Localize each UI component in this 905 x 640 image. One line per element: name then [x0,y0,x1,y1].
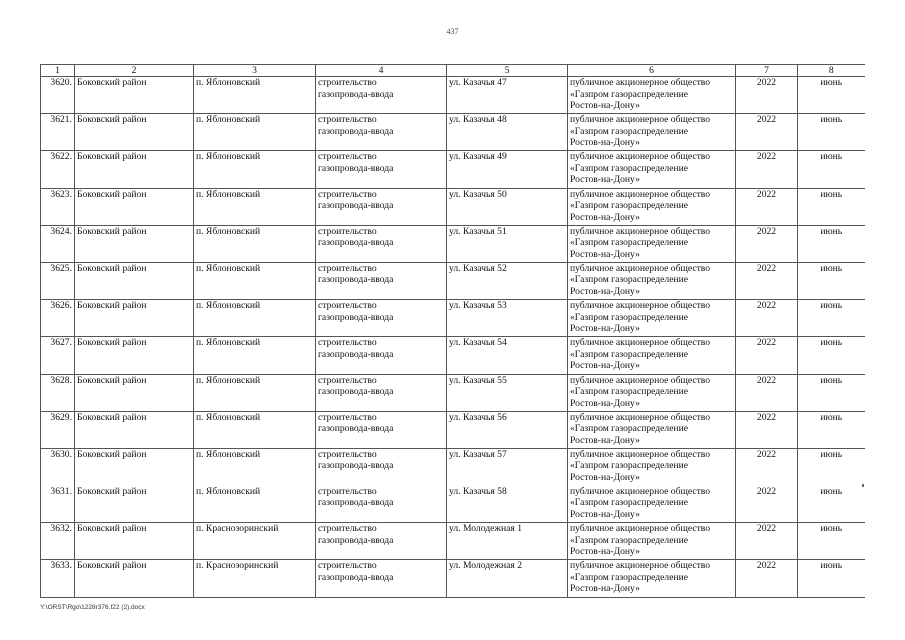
table-row [41,225,865,262]
work-type-cell-line: строительство [318,374,377,386]
work-type-cell-line: строительство [318,114,377,126]
organization-cell [568,448,736,485]
month-cell: июнь [798,114,865,151]
month-cell: июнь [798,77,865,114]
work-type-cell [316,411,447,448]
table-row [41,374,865,411]
scan-mark [862,484,864,487]
table-row [41,262,865,299]
work-type-cell-line: строительство [318,485,377,497]
work-type-cell-line: газопровода-ввода [318,311,394,323]
row-number-cell: 3623. [41,188,75,225]
organization-cell-line: Ростов-на-Дону» [570,323,640,335]
work-type-cell [316,151,447,188]
organization-cell-line: «Газпром газораспределение [570,200,688,212]
organization-cell [568,77,736,114]
organization-cell-line: Ростов-на-Дону» [570,360,640,372]
work-type-cell-line: строительство [318,337,377,349]
organization-cell-line: публичное акционерное общество [570,448,711,460]
address-cell: ул. Казачья 48 [447,114,568,151]
district-cell: Боковский район [75,151,194,188]
row-number-cell: 3633. [41,560,75,597]
work-type-cell-line: строительство [318,448,377,460]
settlement-cell: п. Яблоновский [194,374,316,411]
settlement-cell: п. Яблоновский [194,337,316,374]
organization-cell [568,151,736,188]
row-number-cell: 3625. [41,262,75,299]
column-number-row [41,65,865,77]
work-type-cell-line: газопровода-ввода [318,497,394,509]
row-number-cell: 3621. [41,114,75,151]
organization-cell [568,560,736,597]
organization-cell-line: «Газпром газораспределение [570,534,688,546]
organization-cell-line: «Газпром газораспределение [570,88,688,100]
row-number-cell: 3629. [41,411,75,448]
district-cell: Боковский район [75,374,194,411]
organization-cell-line: Ростов-на-Дону» [570,583,640,595]
organization-cell-line: «Газпром газораспределение [570,125,688,137]
work-type-cell [316,486,447,523]
organization-cell [568,486,736,523]
settlement-cell: п. Яблоновский [194,486,316,523]
organization-cell-line: «Газпром газораспределение [570,237,688,249]
table-row [41,411,865,448]
month-cell: июнь [798,225,865,262]
district-cell: Боковский район [75,114,194,151]
work-type-cell-line: газопровода-ввода [318,571,394,583]
settlement-cell: п. Яблоновский [194,114,316,151]
work-type-cell-line: газопровода-ввода [318,125,394,137]
year-cell: 2022 [736,560,798,597]
work-type-cell-line: газопровода-ввода [318,162,394,174]
work-type-cell-line: газопровода-ввода [318,423,394,435]
organization-cell-line: Ростов-на-Дону» [570,211,640,223]
table-row [41,188,865,225]
page-number: 437 [446,27,459,36]
month-cell: июнь [798,300,865,337]
work-type-cell-line: строительство [318,523,377,535]
district-cell: Боковский район [75,337,194,374]
organization-cell-line: Ростов-на-Дону» [570,397,640,409]
organization-cell-line: «Газпром газораспределение [570,348,688,360]
year-cell: 2022 [736,448,798,485]
work-type-cell [316,337,447,374]
organization-cell [568,523,736,560]
address-cell: ул. Казачья 47 [447,77,568,114]
settlement-cell: п. Яблоновский [194,300,316,337]
year-cell: 2022 [736,188,798,225]
organization-cell-line: «Газпром газораспределение [570,460,688,472]
organization-cell-line: публичное акционерное общество [570,485,711,497]
district-cell: Боковский район [75,486,194,523]
work-type-cell-line: строительство [318,560,377,572]
work-type-cell-line: газопровода-ввода [318,237,394,249]
address-cell: ул. Казачья 49 [447,151,568,188]
organization-cell-line: Ростов-на-Дону» [570,508,640,520]
row-number-cell: 3632. [41,523,75,560]
address-cell: ул. Казачья 55 [447,374,568,411]
work-type-cell-line: строительство [318,411,377,423]
month-cell: июнь [798,523,865,560]
year-cell: 2022 [736,337,798,374]
organization-cell-line: публичное акционерное общество [570,188,711,200]
table-row [41,560,865,597]
month-cell: июнь [798,337,865,374]
work-type-cell-line: газопровода-ввода [318,386,394,397]
work-type-cell-line: строительство [318,188,377,200]
organization-cell-line: публичное акционерное общество [570,262,711,274]
organization-cell [568,411,736,448]
work-type-cell-line: строительство [318,300,377,312]
organization-cell-line: Ростов-на-Дону» [570,100,640,111]
settlement-cell: п. Краснозоринский [194,560,316,597]
settlement-cell: п. Яблоновский [194,151,316,188]
column-header: 7 [736,65,798,77]
table-row [41,486,865,523]
organization-cell-line: публичное акционерное общество [570,560,711,572]
settlement-cell: п. Краснозоринский [194,523,316,560]
year-cell: 2022 [736,151,798,188]
year-cell: 2022 [736,523,798,560]
column-header: 5 [447,65,568,77]
organization-cell-line: Ростов-на-Дону» [570,285,640,297]
row-number-cell: 3626. [41,300,75,337]
organization-cell-line: публичное акционерное общество [570,337,711,349]
row-number-cell: 3628. [41,374,75,411]
district-cell: Боковский район [75,448,194,485]
work-type-cell-line: газопровода-ввода [318,460,394,472]
organization-cell-line: «Газпром газораспределение [570,162,688,174]
row-number-cell: 3622. [41,151,75,188]
work-type-cell [316,77,447,114]
organization-cell [568,188,736,225]
table-row [41,151,865,188]
file-path-footer: Y:\ORST\Rgo\1228r376.f22 (2).docx [40,604,145,611]
row-number-cell: 3624. [41,225,75,262]
organization-cell-line: публичное акционерное общество [570,151,711,163]
district-cell: Боковский район [75,560,194,597]
column-header: 6 [568,65,736,77]
month-cell: июнь [798,448,865,485]
column-header: 3 [194,65,316,77]
work-type-cell-line: строительство [318,225,377,237]
district-cell: Боковский район [75,225,194,262]
settlement-cell: п. Яблоновский [194,225,316,262]
organization-cell-line: «Газпром газораспределение [570,311,688,323]
settlement-cell: п. Яблоновский [194,411,316,448]
address-cell: ул. Казачья 51 [447,225,568,262]
organization-cell-line: публичное акционерное общество [570,114,711,126]
settlement-cell: п. Яблоновский [194,262,316,299]
organization-cell [568,262,736,299]
work-type-cell [316,374,447,411]
organization-cell-line: публичное акционерное общество [570,300,711,312]
organization-cell [568,374,736,411]
organization-cell-line: Ростов-на-Дону» [570,248,640,260]
organization-cell-line: Ростов-на-Дону» [570,434,640,446]
work-type-cell [316,300,447,337]
organization-cell-line: Ростов-на-Дону» [570,471,640,483]
address-cell: ул. Молодежная 1 [447,523,568,560]
year-cell: 2022 [736,411,798,448]
work-type-cell [316,188,447,225]
table-row [41,300,865,337]
organization-cell-line: «Газпром газораспределение [570,571,688,583]
month-cell: июнь [798,486,865,523]
organization-cell [568,225,736,262]
month-cell: июнь [798,374,865,411]
row-number-cell: 3631. [41,486,75,523]
organization-cell-line: Ростов-на-Дону» [570,137,640,149]
district-cell: Боковский район [75,77,194,114]
row-number-cell: 3620. [41,77,75,114]
organization-cell-line: «Газпром газораспределение [570,274,688,286]
organization-cell-line: публичное акционерное общество [570,374,711,386]
address-cell: ул. Молодежная 2 [447,560,568,597]
month-cell: июнь [798,262,865,299]
address-cell: ул. Казачья 50 [447,188,568,225]
table-row [41,337,865,374]
district-cell: Боковский район [75,523,194,560]
organization-cell-line: публичное акционерное общество [570,523,711,535]
organization-cell-line: «Газпром газораспределение [570,386,688,397]
month-cell: июнь [798,151,865,188]
column-header: 8 [798,65,865,77]
organization-cell-line: публичное акционерное общество [570,411,711,423]
organization-cell [568,300,736,337]
organization-cell-line: публичное акционерное общество [570,77,711,88]
work-type-cell-line: строительство [318,151,377,163]
year-cell: 2022 [736,300,798,337]
address-cell: ул. Казачья 52 [447,262,568,299]
year-cell: 2022 [736,262,798,299]
month-cell: июнь [798,411,865,448]
work-type-cell-line: газопровода-ввода [318,200,394,212]
work-type-cell [316,225,447,262]
organization-cell-line: публичное акционерное общество [570,225,711,237]
work-type-cell-line: строительство [318,77,377,88]
row-number-cell: 3627. [41,337,75,374]
address-cell: ул. Казачья 58 [447,486,568,523]
address-cell: ул. Казачья 54 [447,337,568,374]
address-cell: ул. Казачья 56 [447,411,568,448]
work-type-cell [316,448,447,485]
settlement-cell: п. Яблоновский [194,77,316,114]
table-row [41,114,865,151]
organization-cell-line: «Газпром газораспределение [570,497,688,509]
work-type-cell-line: газопровода-ввода [318,348,394,360]
table-row [41,523,865,560]
work-type-cell [316,262,447,299]
address-cell: ул. Казачья 53 [447,300,568,337]
table-body [41,77,865,598]
work-type-cell [316,114,447,151]
table-header [41,65,865,77]
organization-cell-line: Ростов-на-Дону» [570,546,640,558]
address-cell: ул. Казачья 57 [447,448,568,485]
work-type-cell-line: строительство [318,262,377,274]
organization-cell-line: Ростов-на-Дону» [570,174,640,186]
district-cell: Боковский район [75,262,194,299]
organization-cell [568,337,736,374]
district-cell: Боковский район [75,188,194,225]
table-row [41,448,865,485]
year-cell: 2022 [736,114,798,151]
month-cell: июнь [798,560,865,597]
work-type-cell-line: газопровода-ввода [318,534,394,546]
organization-cell [568,114,736,151]
column-header: 1 [41,65,75,77]
work-type-cell [316,523,447,560]
schedule-table [40,64,865,598]
settlement-cell: п. Яблоновский [194,188,316,225]
month-cell: июнь [798,188,865,225]
year-cell: 2022 [736,486,798,523]
settlement-cell: п. Яблоновский [194,448,316,485]
year-cell: 2022 [736,77,798,114]
work-type-cell [316,560,447,597]
year-cell: 2022 [736,374,798,411]
year-cell: 2022 [736,225,798,262]
column-header: 4 [316,65,447,77]
district-cell: Боковский район [75,300,194,337]
work-type-cell-line: газопровода-ввода [318,88,394,100]
table-row [41,77,865,114]
organization-cell-line: «Газпром газораспределение [570,423,688,435]
row-number-cell: 3630. [41,448,75,485]
work-type-cell-line: газопровода-ввода [318,274,394,286]
district-cell: Боковский район [75,411,194,448]
column-header: 2 [75,65,194,77]
